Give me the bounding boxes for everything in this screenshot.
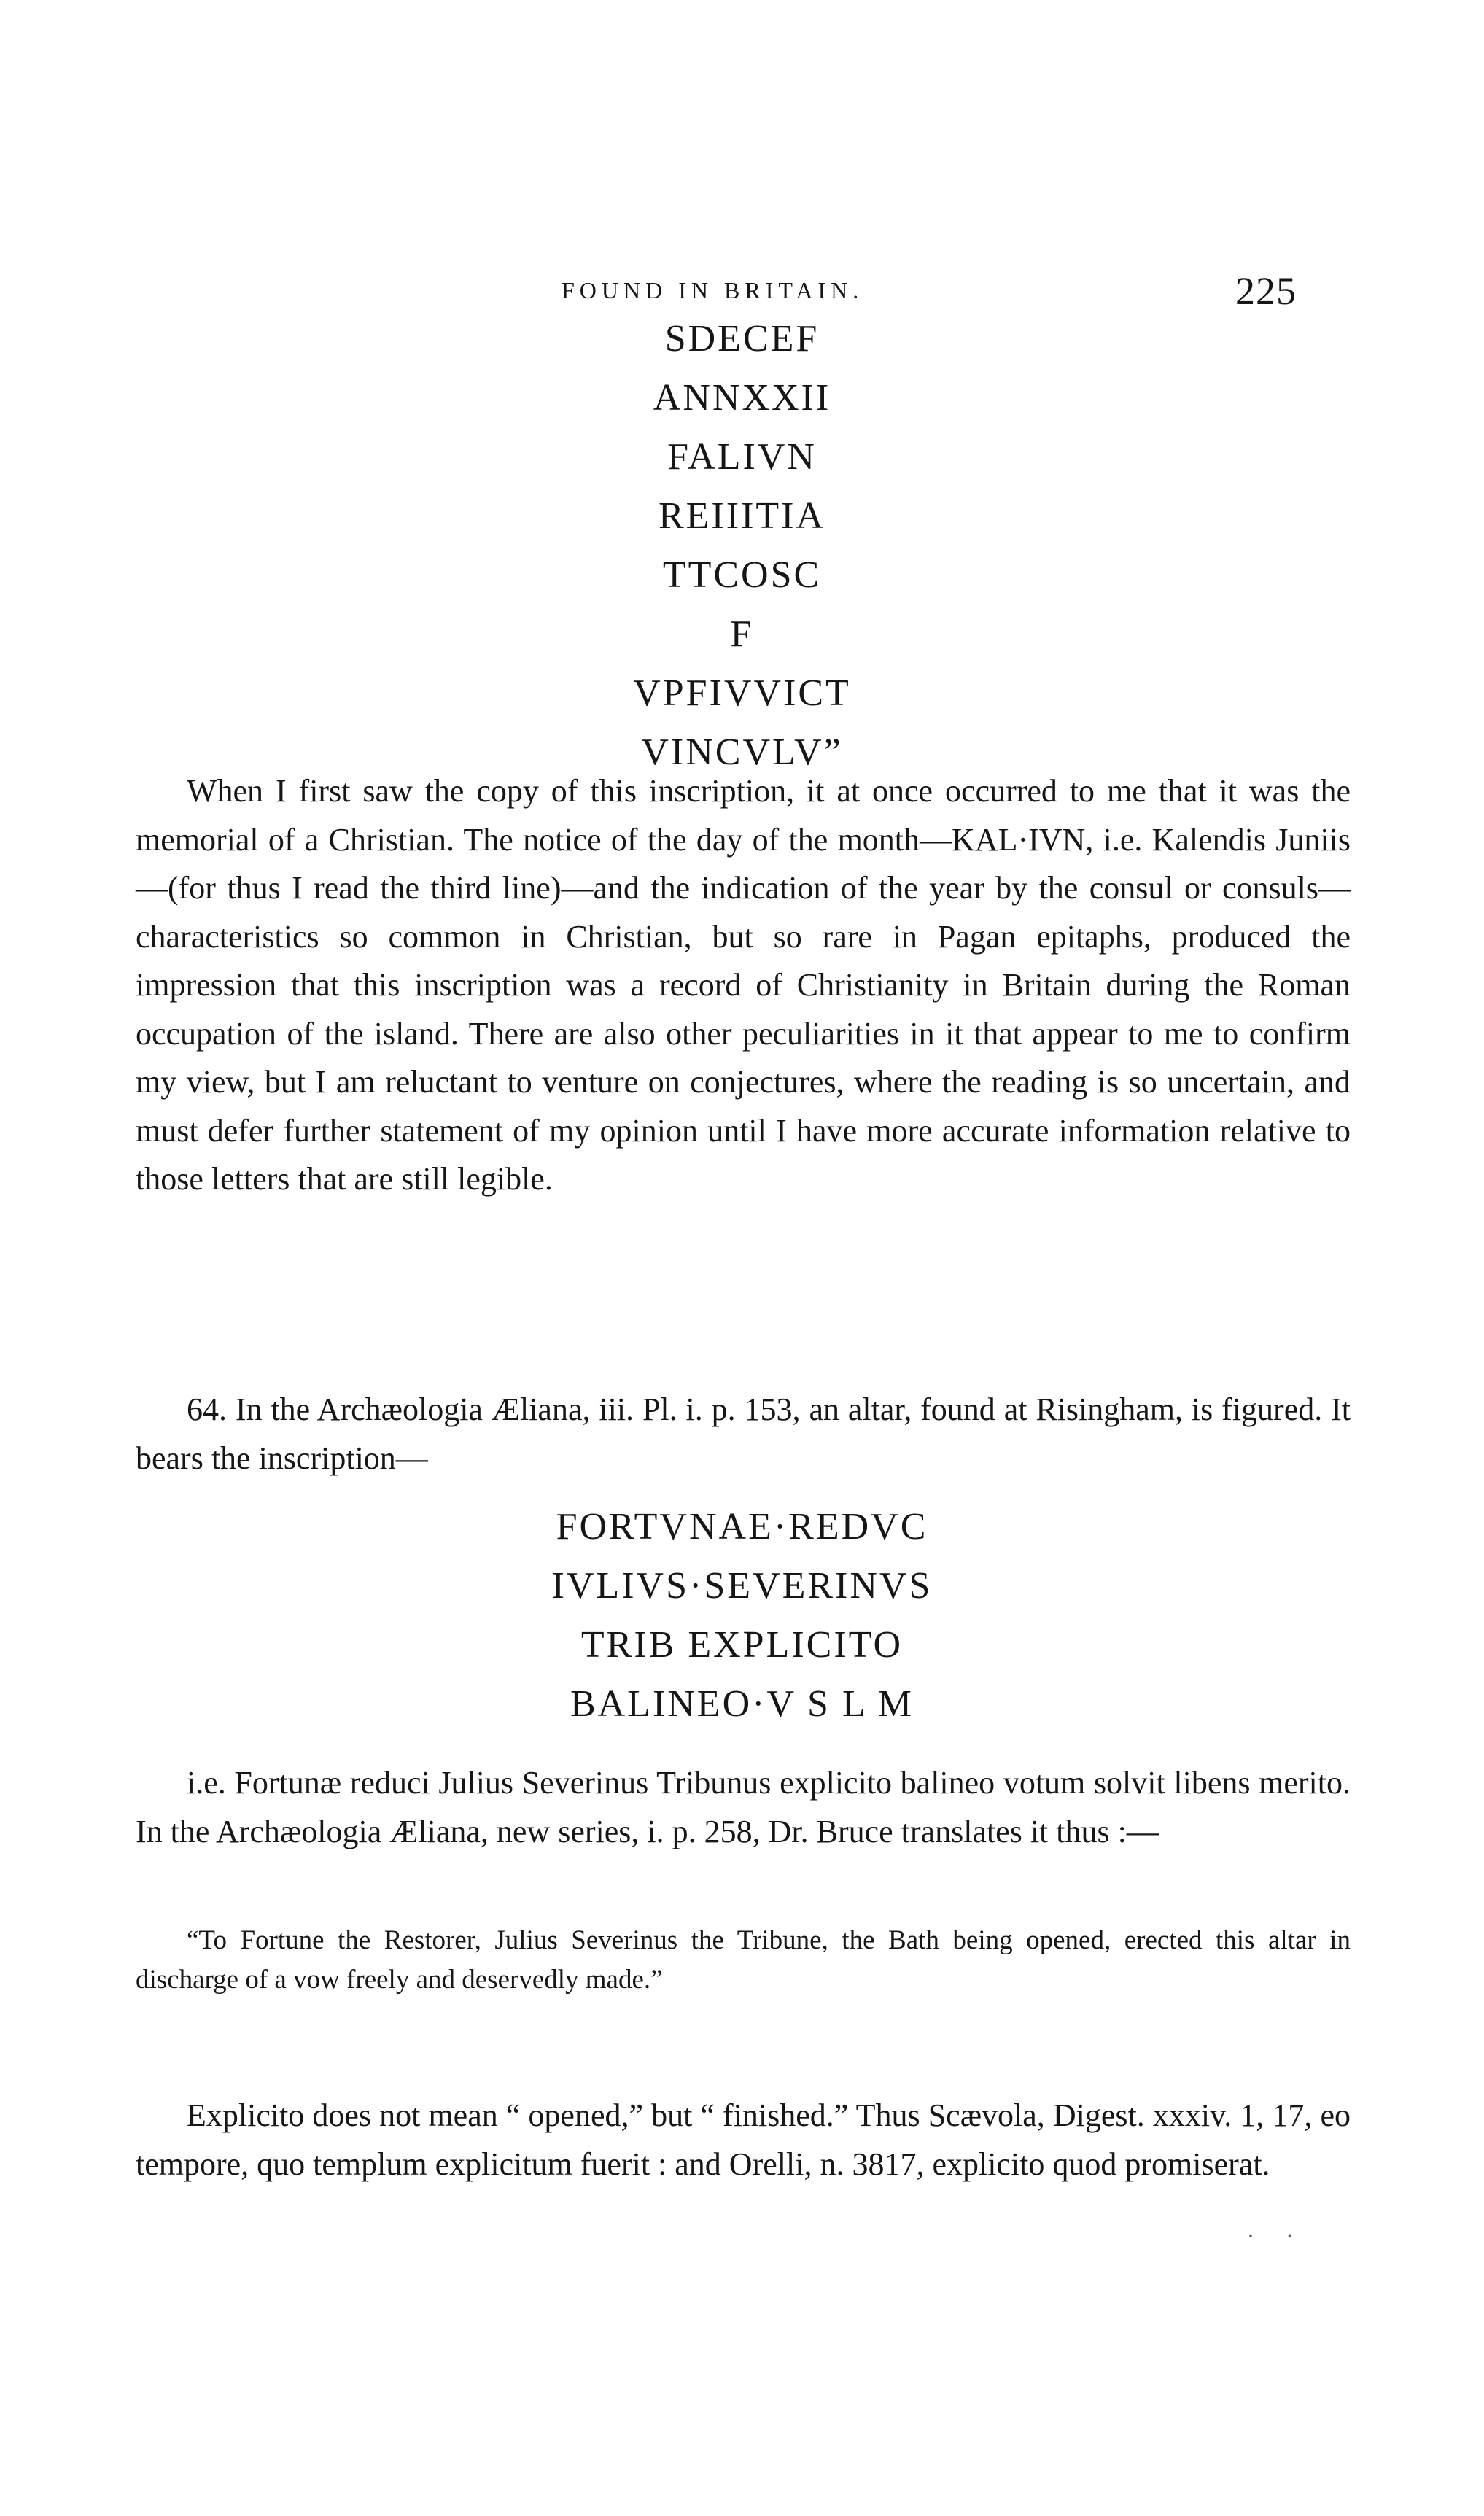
inscription-line: BALINEO·V S L M [570, 1683, 914, 1725]
inscription-block-2 [0, 1497, 1484, 1733]
paragraph-christian-memorial: When I first saw the copy of this inscription, it at once occurred to me that it was the memorial of a Christian. The notice of the day of the month—KAL·IVN, i.e. Kalendis Juniis—(for thus I read the third line)—and the indication of the year by the consul or consuls—characteristics so common in Christian, but so rare in Pagan epitaphs, produced the impression that this inscription was a record of Christianity in Britain during the Roman occupation of the island. There are also other peculiarities in it that appear to me to confirm my view, but I am reluctant to venture on conjectures, where the reading is so uncertain, and must defer further statement of my opinion until I have more accurate information relative to those letters that are still legible. [136, 773, 1351, 1197]
page-number: 225 [1235, 269, 1297, 313]
inscription-line: FORTVNAE·REDVC [556, 1506, 928, 1548]
paragraph-risingham-altar: 64. In the Archæologia Æliana, iii. Pl. i. p. 153, an altar, found at Risingham, is figured. It bears the inscription— [136, 1391, 1351, 1476]
inscription-line: SDECEF [664, 318, 820, 360]
inscription-line: TTCOSC [662, 554, 822, 596]
inscription-line: VINCVLV” [641, 731, 843, 773]
inscription-line: TRIB EXPLICITO [580, 1624, 904, 1666]
block-quote-bruce-translation: “To Fortune the Restorer, Julius Severinus the Tribune, the Bath being opened, erected this altar in discharge of a vow freely and deservedly made.” [136, 1925, 1351, 1995]
inscription-line: REIIITIA [658, 495, 826, 537]
paragraph-explicito-note: Explicito does not mean “ opened,” but “ finished.” Thus Scævola, Digest. xxxiv. 1, 17, eo tempore, quo templum explicitum fuerit : and Orelli, n. 3817, explicito quod promiserat. [136, 2097, 1351, 2182]
paragraph-translation-intro: i.e. Fortunæ reduci Julius Severinus Tribunus explicito balineo votum solvit libens merito. In the Archæologia Æliana, new series, i. p. 258, Dr. Bruce translates it thus :— [136, 1765, 1351, 1849]
running-head [0, 268, 1484, 312]
inscription-block-1 [0, 309, 1484, 782]
inscription-line: IVLIVS·SEVERINVS [551, 1565, 933, 1607]
inscription-line: FALIVN [667, 436, 817, 478]
inscription-line: F [730, 613, 754, 655]
inscription-line: ANNXXII [653, 377, 831, 419]
inscription-line: VPFIVVICT [633, 672, 851, 714]
margin-mark: · · [1247, 2224, 1307, 2248]
running-title: FOUND IN BRITAIN. [562, 277, 864, 303]
